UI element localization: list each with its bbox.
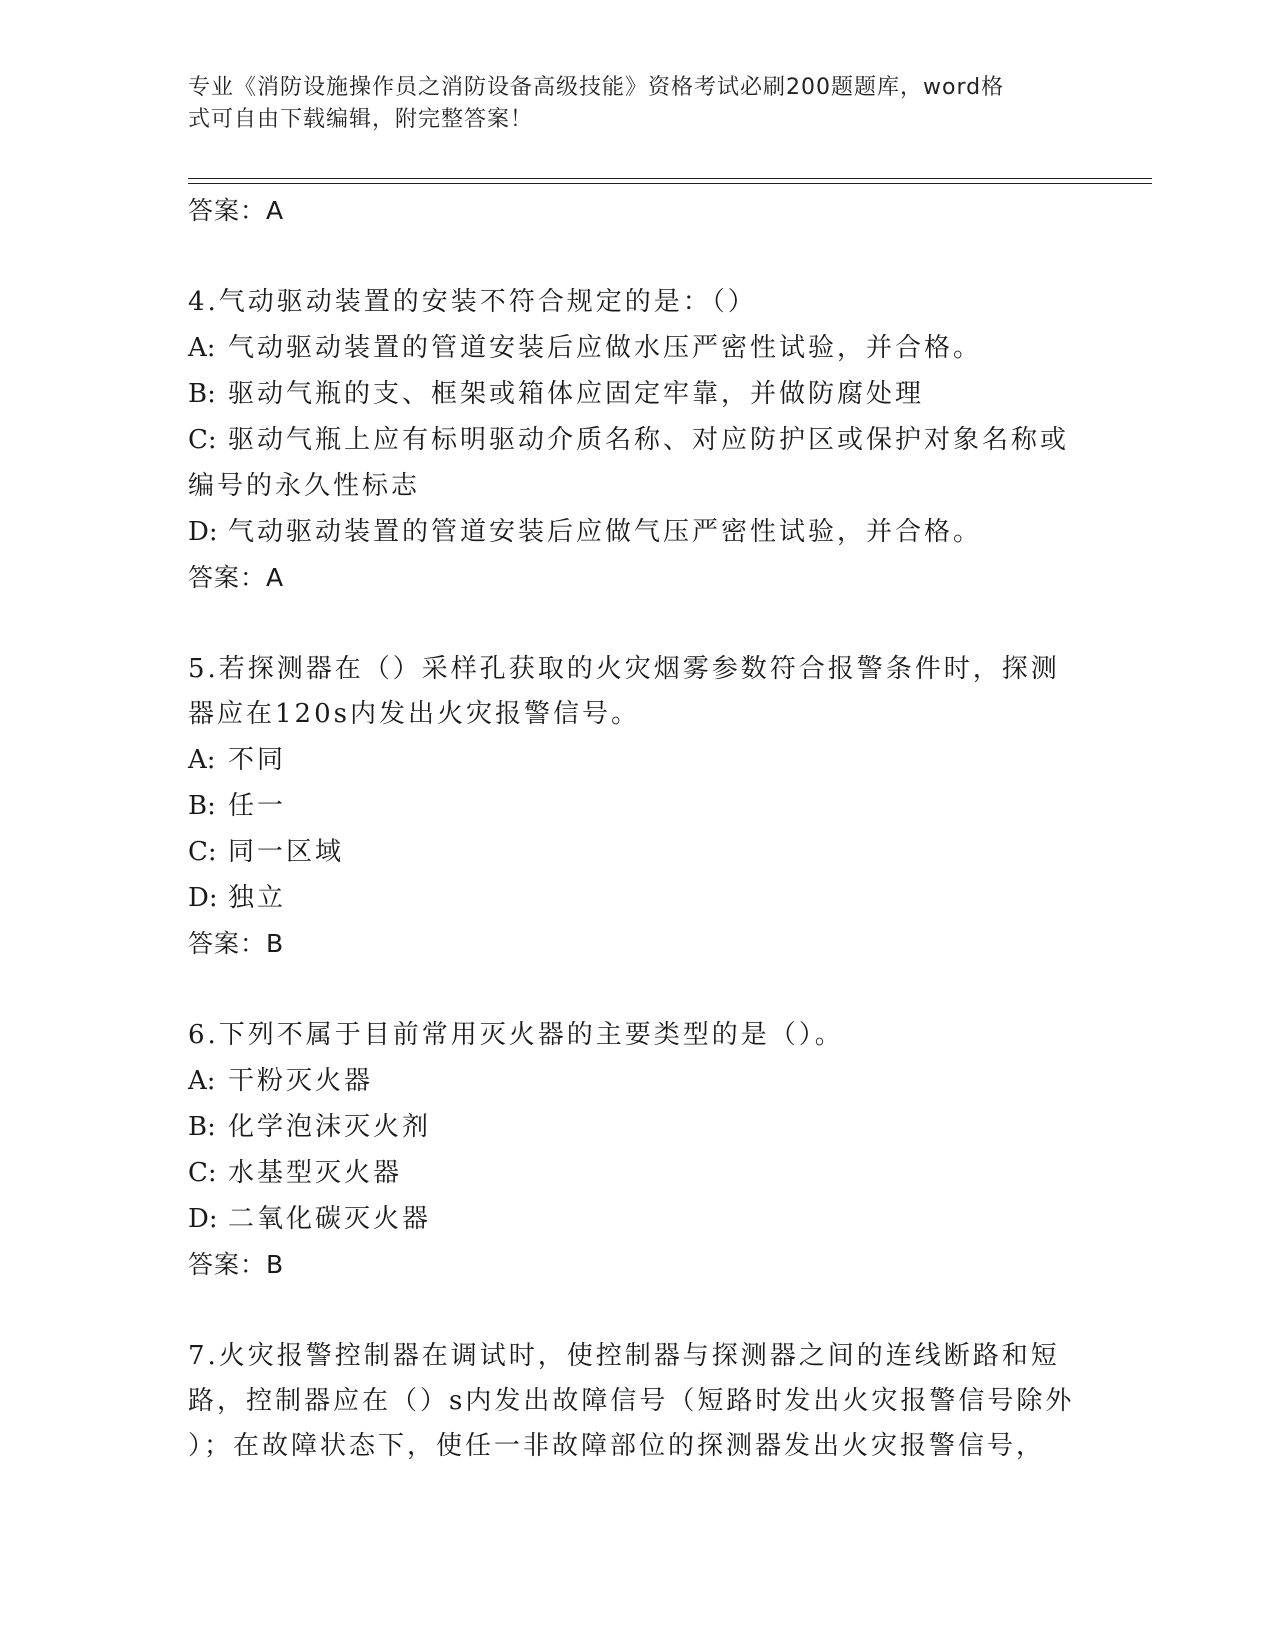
question-text-line: 4.气动驱动装置的安装不符合规定的是：（） [188, 287, 757, 317]
option-text: 编号的永久性标志 [188, 471, 421, 501]
option-key: D: [188, 1204, 218, 1234]
option-line [188, 1058, 1088, 1104]
option-text: 气动驱动装置的管道安装后应做气压严密性试验，并合格。 [228, 517, 983, 547]
question-block [188, 1013, 1088, 1288]
question-text-line: 路，控制器应在（）s内发出故障信号（短路时发出火灾报警信号除外 [188, 1386, 1075, 1416]
option-line [188, 783, 1088, 829]
option-key: D: [188, 883, 218, 913]
option-text: 干粉灭火器 [228, 1066, 374, 1096]
option-key: C: [188, 837, 217, 867]
option-text: 驱动气瓶的支、框架或箱体应固定牢靠，并做防腐处理 [228, 379, 925, 409]
option-text: 气动驱动装置的管道安装后应做水压严密性试验，并合格。 [228, 333, 983, 363]
question-text-line: 器应在120s内发出火灾报警信号。 [188, 699, 640, 729]
previous-answer: 答案：A [188, 196, 285, 225]
question-text-line: 5.若探测器在（）采样孔获取的火灾烟雾参数符合报警条件时，探测 [188, 654, 1060, 684]
option-key: D: [188, 517, 218, 547]
option-key: A: [188, 745, 216, 775]
header-divider-bottom [188, 183, 1152, 184]
option-line [188, 371, 1088, 417]
document-header [188, 72, 1088, 136]
option-key: B: [188, 1112, 216, 1142]
option-line [188, 1150, 1088, 1196]
option-text: 不同 [228, 745, 287, 775]
option-text: 驱动气瓶上应有标明驱动介质名称、对应防护区或保护对象名称或 [228, 425, 1070, 455]
option-key: A: [188, 1066, 216, 1096]
option-text: 化学泡沫灭火剂 [228, 1112, 432, 1142]
question-block [188, 280, 1088, 601]
option-key: C: [188, 1158, 217, 1188]
question-block [188, 1334, 1088, 1469]
question-list [188, 188, 1088, 1469]
option-text: 水基型灭火器 [228, 1158, 403, 1188]
option-line [188, 463, 1088, 509]
option-text: 二氧化碳灭火器 [228, 1204, 432, 1234]
option-line [188, 417, 1088, 463]
option-text: 任一 [228, 791, 287, 821]
option-line [188, 875, 1088, 921]
option-line [188, 1196, 1088, 1242]
option-key: A: [188, 333, 216, 363]
option-line [188, 325, 1088, 371]
option-line [188, 509, 1088, 555]
option-text: 独立 [228, 883, 287, 913]
header-line-1: 专业《消防设施操作员之消防设备高级技能》资格考试必刷200题题库，word格 [188, 75, 1005, 100]
question-text-line: 7.火灾报警控制器在调试时，使控制器与探测器之间的连线断路和短 [188, 1341, 1060, 1371]
answer-line: 答案：B [188, 929, 285, 958]
option-line [188, 829, 1088, 875]
header-line-2: 式可自由下载编辑，附完整答案！ [188, 107, 534, 132]
question-text-line: ）；在故障状态下，使任一非故障部位的探测器发出火灾报警信号， [188, 1431, 1046, 1461]
option-text: 同一区域 [228, 837, 345, 867]
option-line [188, 737, 1088, 783]
option-line [188, 1104, 1088, 1150]
answer-line: 答案：A [188, 563, 285, 592]
answer-line: 答案：B [188, 1250, 285, 1279]
option-key: B: [188, 379, 216, 409]
header-divider-top [188, 178, 1152, 179]
option-key: C: [188, 425, 217, 455]
question-text-line: 6.下列不属于目前常用灭火器的主要类型的是（）。 [188, 1020, 844, 1050]
question-block [188, 647, 1088, 967]
option-key: B: [188, 791, 216, 821]
